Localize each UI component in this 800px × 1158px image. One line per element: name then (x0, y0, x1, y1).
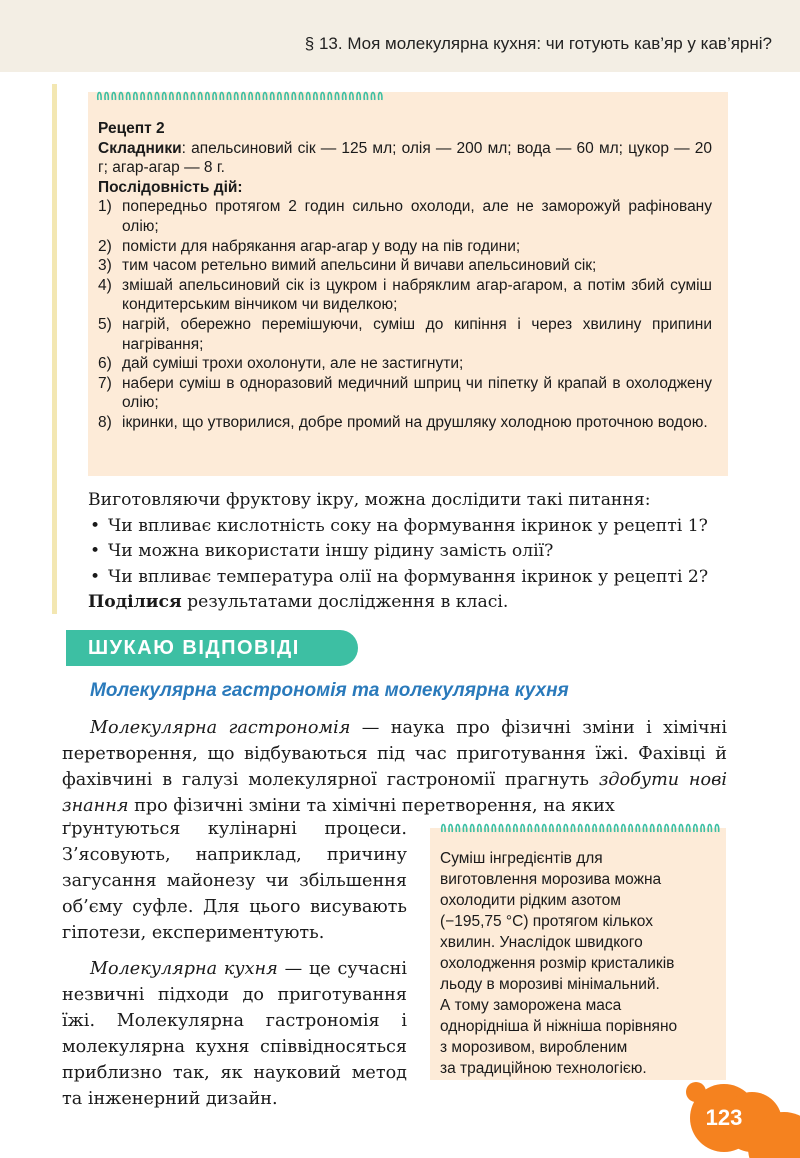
factbox-spiral-binding (440, 820, 720, 836)
section-banner: ШУКАЮ ВІДПОВІДІ (66, 630, 358, 666)
step-text: помісти для набрякання агар-агар у воду на пів години; (122, 237, 521, 255)
step-number: 1) (98, 198, 112, 216)
question-item (88, 565, 733, 591)
step-text: тим часом ретельно вимий апельсини й вичави апельсиновий сік; (122, 257, 597, 275)
fact-line: А тому заморожена маса (440, 997, 622, 1014)
step-text: змішай апельсиновий сік із цукром і набряклим агар-агаром, а потім збий суміш кондитерським вінчиком чи виделкою; (122, 276, 712, 314)
fact-line: однорідніша й ніжніша порівняно (440, 1018, 678, 1035)
step-text: ікринки, що утворилися, добре промий на друшляку холодною проточною водою. (122, 413, 708, 431)
bullet: • (90, 541, 101, 561)
paragraph-text-a: — наука про фізичні зміни і хімічні перетворення, що відбуваються під час приготування їжі. Фахівці й фахівчині в галузі молекулярної гастрономії прагнуть (62, 718, 727, 790)
fact-line: за традиційною технологією. (440, 1060, 647, 1077)
step-number: 4) (98, 276, 112, 294)
recipe-step (98, 374, 712, 413)
paragraph-continuation: ґрунтуються кулінарні процеси. З’ясовують, наприклад, причину загусання майонезу чи збільшення об’єму суфле. Для цього висувають гіпотези, експериментують. (62, 819, 407, 943)
recipe-content (98, 119, 712, 433)
recipe-spiral-path (98, 93, 382, 101)
question-text: Чи впливає температура олії на формування ікринок у рецепті 2? (108, 566, 709, 587)
step-number: 6) (98, 355, 112, 373)
paragraph-text-2: — це сучасні незвичні підходи до приготування їжі. Молекулярна гастрономія і молекулярна кухня співвідносяться приблизно так, як науковий метод та інженерний дизайн. (62, 959, 408, 1109)
factbox-spiral-path (442, 825, 719, 833)
step-text: попередньо протягом 2 годин сильно охолоди, але не заморожуй рафіновану олію; (122, 198, 712, 235)
share-results (88, 590, 733, 616)
question-item (88, 514, 733, 540)
section-side-bar (52, 84, 57, 614)
recipe-step (98, 256, 712, 276)
fact-line: охолодити рідким азотом (440, 892, 621, 909)
paragraph-molecular-gastronomy (62, 715, 727, 819)
research-questions (88, 488, 733, 616)
share-bold: Поділися (88, 592, 182, 612)
chapter-title: § 13. Моя молекулярна кухня: чи готують кав’яр у кав’ярні? (304, 34, 772, 53)
step-number: 2) (98, 237, 112, 255)
fact-line: хвилин. Унаслідок швидкого (440, 934, 643, 951)
step-number: 3) (98, 257, 112, 275)
question-text: Чи впливає кислотність соку на формування ікринок у рецепті 1? (108, 515, 708, 536)
term-molecular-cuisine: Молекулярна кухня (90, 959, 278, 979)
recipe-step (98, 354, 712, 374)
page-number: 123 (705, 1105, 743, 1130)
steps-label: Послідовність дій: (98, 178, 243, 196)
paragraph-molecular-cuisine (62, 956, 407, 1112)
step-number: 7) (98, 374, 112, 392)
recipe-step (98, 237, 712, 257)
step-number: 5) (98, 315, 112, 333)
recipe-step (98, 413, 712, 433)
recipe-step (98, 276, 712, 315)
italic-phrase: здобути нові знання (62, 770, 727, 816)
fact-line: охолодження розмір кристаликів (440, 955, 675, 972)
bullet: • (90, 515, 101, 536)
ingredients-text: : апельсиновий сік — 125 мл; олія — 200 мл; вода — 60 мл; цукор — 20 г; агар-агар — 8 г. (98, 139, 712, 177)
question-item (88, 539, 733, 565)
step-text: набери суміш в одноразовий медичний шприц чи піпетку й крапай в охолоджену олію; (122, 374, 712, 412)
fact-box-text (440, 848, 722, 1079)
questions-intro: Виготовляючи фруктову ікру, можна дослідити такі питання: (88, 490, 651, 510)
step-text: дай суміші трохи охолонути, але не застигнути; (122, 355, 464, 373)
recipe-title: Рецепт 2 (98, 120, 165, 137)
recipe-ingredients (98, 139, 712, 178)
recipe-spiral-binding (96, 88, 388, 104)
fact-line: з морозивом, виробленим (440, 1039, 628, 1056)
paragraph-text-b: про фізичні зміни та хімічні перетворення, на яких (128, 796, 615, 816)
step-number: 8) (98, 413, 112, 431)
section-subheading: Молекулярна гастрономія та молекулярна кухня (90, 680, 569, 701)
step-text: нагрій, обережно перемішуючи, суміш до кипіння і через хвилину припини нагрівання; (122, 315, 712, 353)
text-column (62, 816, 407, 1112)
fact-line: Суміш інгредієнтів для (440, 850, 603, 867)
ingredients-label: Складники (98, 139, 182, 157)
fact-line: виготовлення морозива можна (440, 871, 662, 888)
question-text: Чи можна використати іншу рідину замість олії? (108, 541, 554, 561)
fact-line: льоду в морозиві мінімальний. (440, 976, 660, 993)
recipe-step (98, 315, 712, 354)
bullet: • (90, 566, 101, 587)
page-header (0, 0, 800, 72)
recipe-step (98, 197, 712, 236)
term-molecular-gastronomy: Молекулярна гастрономія (90, 718, 351, 738)
share-rest: результатами дослідження в класі. (181, 592, 509, 612)
fact-line: (−195,75 °С) протягом кількох (440, 913, 653, 930)
